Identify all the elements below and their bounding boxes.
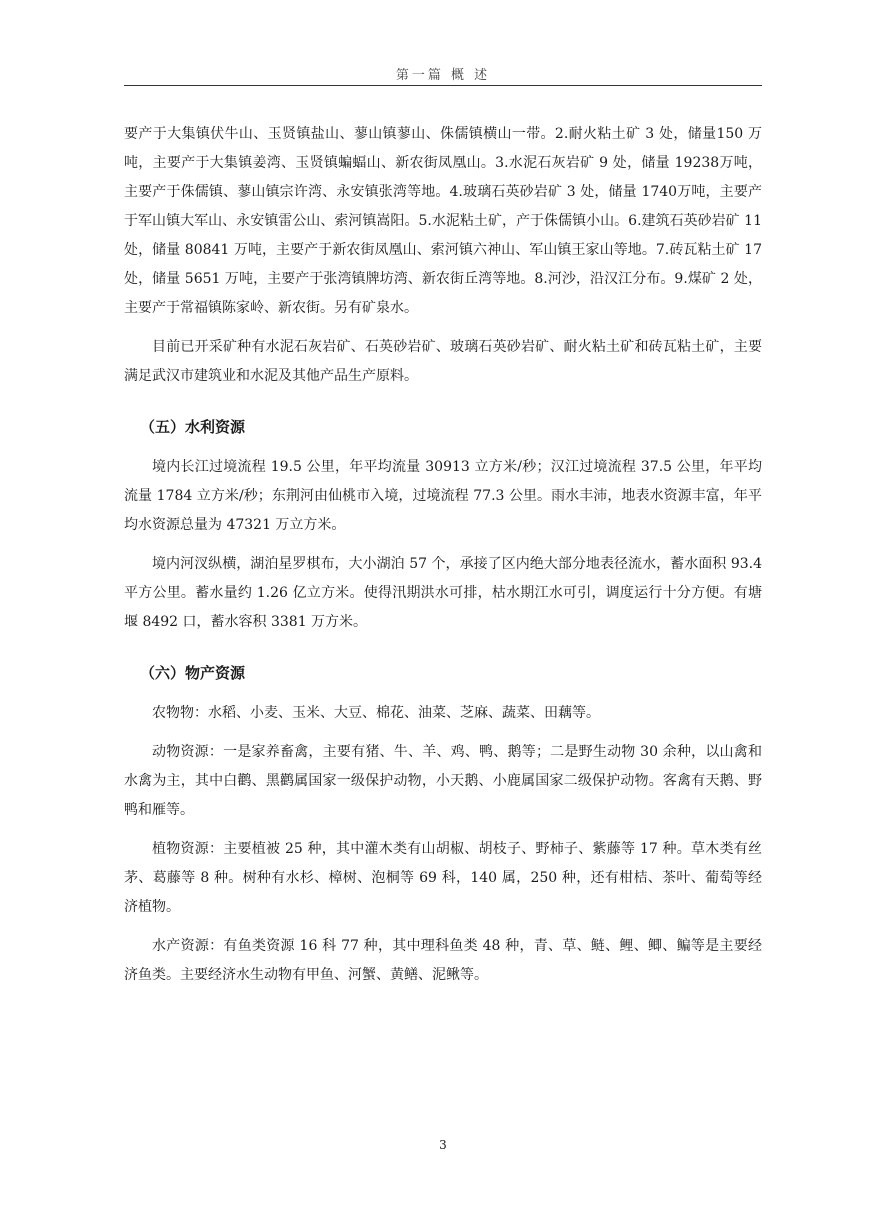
header-rule bbox=[124, 85, 762, 86]
paragraph-animals: 动物资源：一是家养畜禽，主要有猪、牛、羊、鸡、鸭、鹅等；二是野生动物 30 余种，以山禽和水禽为主，其中白鹳、黑鹳属国家一级保护动物，小天鹅、小鹿属国家二级保护动物。客禽有天鹅、野鸭和雁等。 bbox=[124, 744, 762, 818]
paragraph-water-lakes: 境内河汊纵横，湖泊星罗棋布，大小湖泊 57 个，承接了区内绝大部分地表径流水，蓄水面积 93.4 平方公里。蓄水量约 1.26 亿立方米。使得汛期洪水可排，枯水期江水可引，调度运行十分方便。有塘堰 8492 口，蓄水容积 3381 万方米。 bbox=[124, 556, 762, 630]
paragraph-mining: 目前已开采矿种有水泥石灰岩矿、石英砂岩矿、玻璃石英砂岩矿、耐火粘土矿和砖瓦粘土矿，主要满足武汉市建筑业和水泥及其他产品生产原料。 bbox=[124, 339, 762, 384]
paragraph-plants: 植物资源：主要植被 25 种，其中灌木类有山胡椒、胡枝子、野柿子、紫藤等 17 种。草木类有丝茅、葛藤等 8 种。树种有水杉、樟树、泡桐等 69 科，140 属，250 种，还有柑桔、茶叶、葡萄等经济植物。 bbox=[124, 841, 762, 915]
page-number: 3 bbox=[439, 1138, 447, 1152]
section-heading-products: （六）物产资源 bbox=[140, 664, 246, 682]
running-header-title: 第一篇 概 述 bbox=[395, 68, 491, 83]
section-heading-water: （五）水利资源 bbox=[140, 418, 246, 436]
paragraph-minerals-continued: 要产于大集镇伏牛山、玉贤镇盐山、蓼山镇蓼山、侏儒镇横山一带。2.耐火粘土矿 3 处，储量150 万吨，主要产于大集镇姜湾、玉贤镇蝙蝠山、新农街凤凰山。3.水泥石灰岩矿 9 处，储量 19238万吨，主要产于侏儒镇、蓼山镇宗许湾、永安镇张湾等地。4.玻璃石英砂岩矿 3 处，储量 1740万吨，主要产于军山镇大军山、永安镇雷公山、索河镇嵩阳。5.水泥粘土矿，产于侏儒镇小山。6.建筑石英砂岩矿 11 处，储量 80841 万吨，主要产于新农街凤凰山、索河镇六神山、军山镇王家山等地。7.砖瓦粘土矿 17 处，储量 5651 万吨，主要产于张湾镇牌坊湾、新农街丘湾等地。8.河沙，沿汉江分布。9.煤矿 2 处，主要产于常福镇陈家岭、新农街。另有矿泉水。 bbox=[124, 126, 762, 316]
paragraph-crops: 农物物：水稻、小麦、玉米、大豆、棉花、油菜、芝麻、蔬菜、田藕等。 bbox=[152, 705, 600, 721]
paragraph-water-rivers: 境内长江过境流程 19.5 公里，年平均流量 30913 立方米/秒；汉江过境流程 37.5 公里，年平均流量 1784 立方米/秒；东荆河由仙桃市入境，过境流程 77.3 公里。雨水丰沛，地表水资源丰富，年平均水资源总量为 47321 万立方米。 bbox=[124, 459, 762, 533]
page-body bbox=[124, 120, 762, 1000]
paragraph-aquatic: 水产资源：有鱼类资源 16 科 77 种，其中理科鱼类 48 种，青、草、鲢、鲤、鲫、鳊等是主要经济鱼类。主要经济水生动物有甲鱼、河蟹、黄鳝、泥鳅等。 bbox=[124, 938, 762, 983]
